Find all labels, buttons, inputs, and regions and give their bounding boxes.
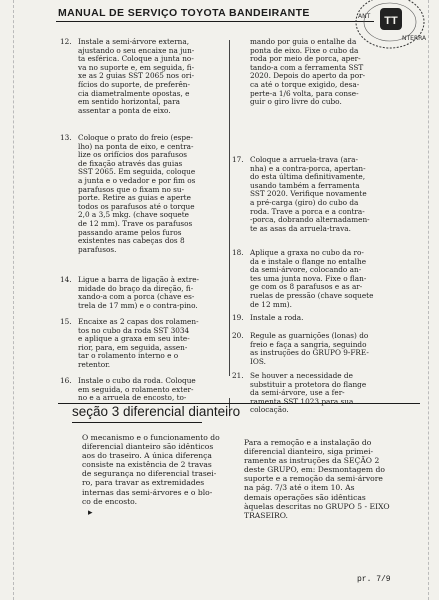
step-text — [78, 276, 228, 310]
text-line: a pré-carga (giro) do cubo da — [250, 197, 359, 207]
text-line: Encaixe as 2 capas dos rolamen- — [78, 317, 199, 326]
text-line: ro, para travar as extremidades — [82, 478, 205, 488]
step-14 — [60, 276, 228, 310]
text-line: do esta última definitivamente, — [250, 172, 366, 182]
text-line: assentar a ponta de eixo. — [78, 105, 171, 115]
text-line: lize os orifícios dos parafusos — [78, 150, 188, 160]
text-line: ca até o torque exigido, desa- — [250, 79, 360, 89]
step-21 — [232, 372, 407, 415]
text-line: aos do traseiro. A única diferença — [82, 451, 212, 461]
step-number: 19. — [232, 313, 244, 322]
step-13 — [60, 134, 228, 254]
stamp-text-top: ANT — [358, 13, 371, 20]
text-line: Coloque o prato do freio (espe- — [78, 133, 193, 142]
text-line: em sentido horizontal, para — [78, 97, 180, 107]
text-line: va no suporte e, em seguida, fi- — [78, 62, 195, 72]
step-19 — [232, 314, 407, 323]
step-text — [250, 249, 407, 309]
text-line: Instale a semi-árvore externa, — [78, 37, 190, 46]
text-line: Para a remoção e a instalação do — [244, 438, 372, 447]
text-line: a junta e o vedador e por fim os — [78, 175, 196, 185]
margin-mark: ▸ — [88, 508, 93, 518]
step-number: 14. — [60, 275, 72, 284]
text-line: demais operações são idênticas — [244, 492, 366, 502]
text-line: trela de 17 mm) e o contra-pino. — [78, 300, 198, 310]
step-16-continuation — [250, 38, 365, 107]
text-line: O mecanismo e o funcionamento do — [82, 433, 220, 442]
step-text — [78, 377, 228, 403]
step-20 — [232, 332, 407, 366]
section-title: seção 3 diferencial dianteiro — [72, 404, 241, 419]
page-number: pr. 7/9 — [357, 575, 391, 584]
text-line: xe as 2 guias SST 2065 nos ori- — [78, 71, 195, 81]
text-line: SST 2020. Verifique novamente — [250, 189, 367, 199]
step-number: 20. — [232, 331, 244, 340]
text-line: na pág. 7/3 até o item 10. As — [244, 483, 355, 493]
text-line: perte-a 1/6 volta, para conse- — [250, 88, 359, 98]
text-line: retentor. — [78, 359, 111, 369]
step-text — [78, 134, 228, 254]
text-line: Ligue a barra de ligação à extre- — [78, 275, 199, 284]
text-line: fícios do suporte, de preferên- — [78, 79, 190, 89]
step-number: 17. — [232, 155, 244, 164]
text-line: no e a arruela de encosto, to- — [78, 393, 187, 403]
column-divider — [229, 40, 230, 376]
section-underline — [72, 422, 202, 423]
text-line: 2,0 a 3,5 mkg. (chave soquete — [78, 210, 189, 220]
text-line: àquelas descritas no GRUPO 5 - EIXO — [244, 501, 390, 511]
text-line: ruelas de pressão (chave soquete — [250, 290, 374, 300]
text-line: as instruções do GRUPO 9-FRE- — [250, 348, 369, 358]
step-text — [250, 314, 407, 323]
text-line: lho) na ponta de eixo, e centra- — [78, 141, 194, 151]
step-number: 13. — [60, 133, 72, 142]
text-line: deste GRUPO, em: Desmontagem do — [244, 465, 385, 475]
text-line: Instale o cubo da roda. Coloque — [78, 376, 196, 385]
text-line: SST 2065. Em seguida, coloque — [78, 167, 196, 177]
scan-left-edge — [13, 0, 14, 600]
text-line: ta esférica. Coloque a junta no- — [78, 54, 194, 64]
page-header-title: MANUAL DE SERVIÇO TOYOTA BANDEIRANTE — [58, 7, 310, 19]
text-line: consiste na existência de 2 travas — [82, 460, 212, 470]
text-line: diferencial dianteiro são idênticos — [82, 442, 214, 452]
text-line: parafusos que o fixam no su- — [78, 184, 185, 194]
text-line: todos os parafusos até o torque — [78, 201, 195, 211]
section-body-right — [244, 438, 402, 520]
text-line: midade do braço da direção, fi- — [78, 283, 194, 293]
text-line: cia diametralmente opostas, e — [78, 88, 190, 98]
text-line: ponta de eixo. Fixe o cubo da — [250, 45, 359, 55]
text-line: em seguida, o rolamento exter- — [78, 384, 194, 394]
step-text — [250, 332, 407, 366]
text-line: Coloque a arruela-trava (ara- — [250, 155, 358, 164]
text-line: de segurança no diferencial trasei- — [82, 469, 217, 479]
text-line: parafusos. — [78, 244, 117, 254]
text-line: mando por guia o entalhe da — [250, 37, 357, 46]
text-line: usando também a ferramenta — [250, 180, 360, 190]
text-line: e aplique a graxa em seu inte- — [78, 334, 190, 344]
text-line: nha) e a contra-porca, apertan- — [250, 163, 366, 173]
step-17 — [232, 156, 407, 233]
text-line: TRASEIRO. — [244, 510, 288, 520]
text-line: colocação. — [250, 405, 289, 415]
stamp-text-side: NTERRA — [402, 35, 427, 42]
text-line: da semi-árvore, colocando an- — [250, 265, 362, 275]
text-line: de 12 mm). — [250, 299, 292, 309]
text-line: tes uma junta nova. Fixe o flan- — [250, 273, 367, 283]
header-rule — [56, 21, 374, 22]
step-18 — [232, 249, 407, 309]
text-line: tar o rolamento interno e o — [78, 351, 179, 361]
step-12 — [60, 38, 228, 115]
stamp-logo-text: TT — [384, 15, 398, 27]
text-line: Aplique a graxa no cubo da ro- — [250, 248, 364, 257]
text-line: de fixação através das guias — [78, 158, 183, 168]
library-stamp — [354, 0, 430, 52]
text-line: suporte e a remoção da semi-árvore — [244, 474, 383, 484]
text-line: co de encosto. — [82, 496, 138, 506]
text-line: tos no cubo da roda SST 3034 — [78, 325, 190, 335]
text-line: de 12 mm). Trave os parafusos — [78, 218, 193, 228]
section-body-left — [82, 433, 232, 506]
text-line: Se houver a necessidade de — [250, 371, 353, 380]
text-line: Instale a roda. — [250, 313, 304, 322]
text-line: ramenta SST 1023 para sua — [250, 396, 354, 406]
step-15 — [60, 318, 228, 370]
step-number: 21. — [232, 371, 244, 380]
text-line: te as asas da arruela-trava. — [250, 223, 351, 233]
step-number: 12. — [60, 37, 72, 46]
text-line: da e instale o flange no entalhe — [250, 256, 367, 266]
text-line: porte. Retire as guias e aperte — [78, 193, 191, 203]
step-text — [78, 318, 228, 370]
text-line: 2020. Depois do aperto da por- — [250, 71, 366, 81]
text-line: ajustando o seu encaixe na jun- — [78, 45, 195, 55]
text-line: IOS. — [250, 356, 266, 366]
step-number: 18. — [232, 248, 244, 257]
text-line: existentes nas cabeças dos 8 — [78, 236, 185, 246]
text-line: internas das semi-árvores e o blo- — [82, 487, 213, 497]
text-line: rior, para, em seguida, assen- — [78, 342, 188, 352]
text-line: diferencial dianteiro, siga primei- — [244, 447, 374, 457]
text-line: ramente as instruções da SEÇÃO 2 — [244, 456, 380, 466]
text-line: -porca, dobrando alternadamen- — [250, 215, 370, 225]
text-line: ge com os 8 parafusos e as ar- — [250, 282, 363, 292]
step-number: 16. — [60, 376, 72, 385]
step-16 — [60, 377, 228, 403]
step-text — [250, 372, 407, 415]
text-line: Regule as guarnições (lonas) do — [250, 331, 369, 340]
scan-right-edge — [428, 0, 429, 600]
text-line: tando-a com a ferramenta SST — [250, 62, 364, 72]
text-line: passando arame pelos furos — [78, 227, 182, 237]
text-line: xando-a com a porca (chave es- — [78, 292, 195, 302]
step-text — [78, 38, 228, 115]
step-number: 15. — [60, 317, 72, 326]
text-line: roda. Trave a porca e a contra- — [250, 206, 365, 216]
text-line: roda por meio de porca, aper- — [250, 54, 361, 64]
text-line: guir o giro livre do cubo. — [250, 97, 342, 107]
text-line: da semi-árvore, use a fer- — [250, 388, 345, 398]
text-line: substituir a protetora do flange — [250, 379, 367, 389]
text-line: freio e faça a sangria, seguindo — [250, 339, 367, 349]
step-text — [250, 156, 407, 233]
